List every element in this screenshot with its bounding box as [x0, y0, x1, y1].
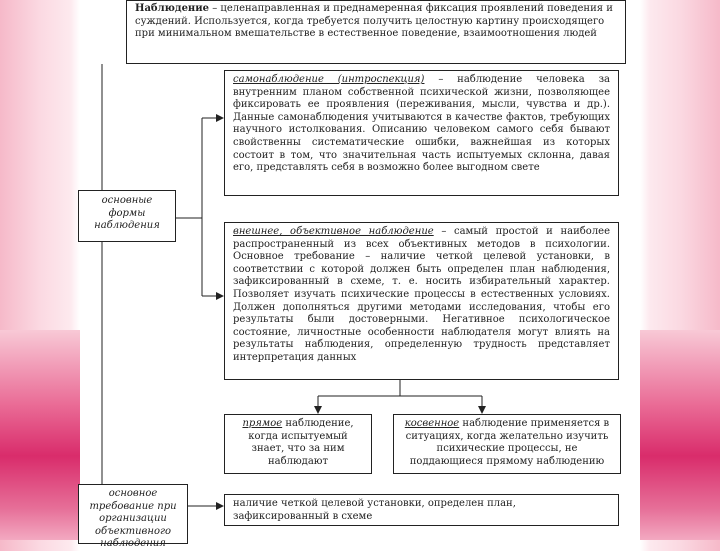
- slide: [80, 0, 640, 550]
- definition-text: – целенаправленная и преднамеренная фиксация проявлений поведения и суждений. Используется, когда требуется получить целостную картину происходящего при минимальном вмешательстве в естественное поведение, взаимоотношения людей: [135, 3, 613, 40]
- external-observation-text: – самый простой и наиболее распространенный из всех объективных методов в психологии. Основное требование – наличие четкой целевой установки, в соответствии с которой должен быть определен план наблюдения, зафиксированный в схеме, т. е. носить избирательный характер. Позволяет изучать психические процессы в естественных условиях. Должен дополняться другими методами исследования, чтобы его результаты были достоверными. Негативное психологическое состояние, личностные особенности наблюдателя могут влиять на результаты наблюдения, определенную трудность представляет интерпретация данных: [233, 226, 611, 363]
- indirect-observation-term: косвенное: [404, 418, 460, 429]
- requirement-label: основное требование при организации объективного наблюдения: [78, 484, 188, 544]
- external-observation-box: [224, 222, 619, 380]
- self-observation-box: [224, 70, 619, 196]
- direct-observation-text: наблюдение, когда испытуемый знает, что за ним наблюдают: [248, 418, 354, 467]
- direct-observation-box: [224, 414, 372, 474]
- requirement-text-box: наличие четкой целевой установки, определен план, зафиксированный в схеме: [224, 494, 619, 526]
- right-decorative-band: [638, 330, 720, 540]
- self-observation-text: – наблюдение человека за внутренним планом собственной психической жизни, позволяющее фиксировать ее проявления (переживания, мысли, чувства и др.). Данные самонаблюдения учитываются в качестве фактов, требующих научного истолкования. Описанию человеком самого себя бывают свойственны систематические ошибки, важнейшая из которых состоит в том, что значительная часть испытуемых склонна, давая его, представлять себя в возможно более выгодном свете: [233, 74, 611, 174]
- direct-observation-term: прямое: [242, 418, 283, 429]
- definition-term: Наблюдение: [135, 3, 210, 14]
- forms-label: основные формы наблюдения: [78, 190, 176, 242]
- indirect-observation-text: наблюдение применяется в ситуациях, когда желательно изучить психические процессы, не поддающиеся прямому наблюдению: [405, 418, 610, 467]
- left-decorative-band: [0, 330, 80, 540]
- self-observation-term: самонаблюдение (интроспекция): [233, 74, 425, 85]
- external-observation-term: внешнее, объективное наблюдение: [233, 226, 434, 237]
- definition-box: [126, 0, 626, 64]
- indirect-observation-box: [393, 414, 621, 474]
